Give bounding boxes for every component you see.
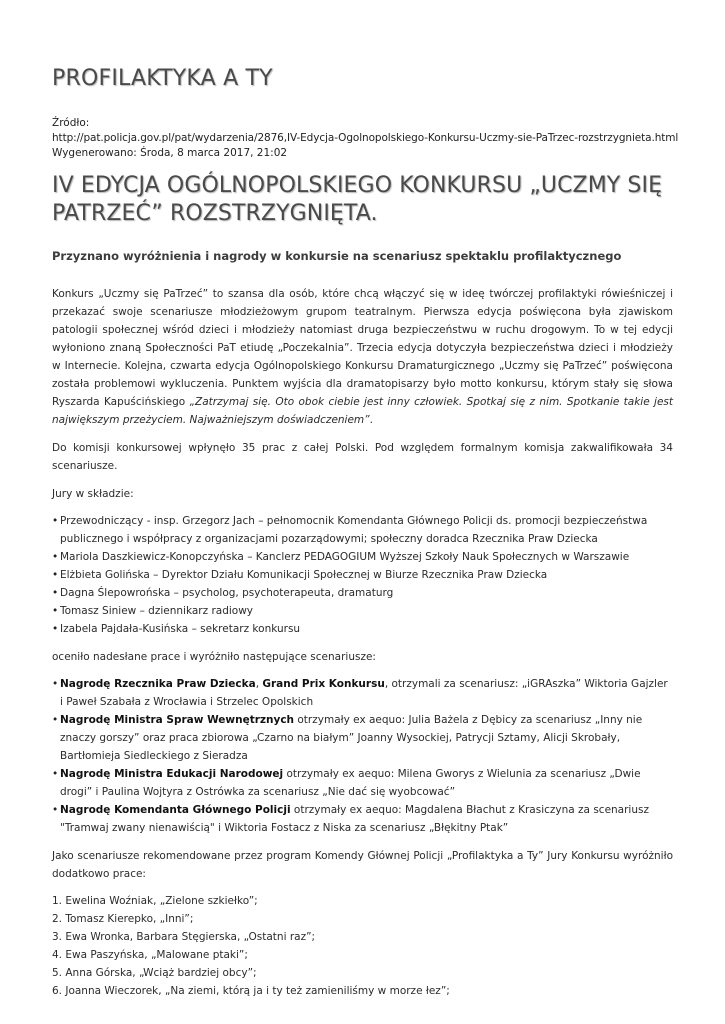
award-name: Grand Prix Konkursu: [262, 678, 385, 690]
award-name: Nagrodę Ministra Edukacji Narodowej: [60, 768, 284, 780]
list-item: • Przewodniczący - insp. Grzegorz Jach – pełnomocnik Komendanta Głównego Policji ds. promocji bezpieczeństwa publicznego i współpracy z organizacjami pozarządowymi; społeczny doradca Rzecznika Praw Dziecka: [52, 512, 673, 548]
source-meta: [52, 116, 679, 161]
submissions-paragraph: Do komisji konkursowej wpłynęło 35 prac z całej Polski. Pod względem formalnym komisja zakwalifikowała 34 scenariusze.: [52, 442, 673, 472]
awards-list: [52, 675, 673, 837]
kapuscinski-quote: „Zatrzymaj się. Oto obok ciebie jest inny człowiek. Spotkaj się z nim. Spotkanie takie jest największym przeżyciem. Najważniejszym doświadczeniem”: [52, 396, 674, 426]
list-item: 4. Ewa Paszyńska, „Malowane ptaki”;: [52, 949, 248, 961]
award-name: Nagrodę Ministra Spraw Wewnętrznych: [60, 714, 295, 726]
list-item: [52, 675, 673, 711]
award-text: otrzymały ex aequo: Magdalena Błachut z Krasiczyna za scenariusz "Tramwaj zwany nienawiścią" i Wiktoria Fostacz z Niska za scenariusz „Błękitny Ptak”: [60, 804, 649, 834]
intro-paragraph: [52, 285, 673, 429]
article-lead: Przyznano wyróżnienia i nagrody w konkursie na scenariusz spektaklu profilaktycznego: [52, 249, 622, 263]
site-title: PROFILAKTYKA A TY: [52, 66, 273, 91]
jury-list: [52, 512, 673, 638]
recommended-list: [52, 892, 673, 1000]
list-item: • Elżbieta Golińska – Dyrektor Działu Komunikacji Społecznej w Biurze Rzecznika Praw Dziecka: [52, 566, 673, 584]
list-item: 6. Joanna Wieczorek, „Na ziemi, którą ja i ty też zamieniliśmy w morze łez”;: [52, 985, 450, 997]
list-item: • Dagna Ślepowrońska – psycholog, psychoterapeuta, dramaturg: [52, 584, 673, 602]
list-item: 3. Ewa Wronka, Barbara Stęgierska, „Ostatni raz”;: [52, 931, 316, 943]
source-url[interactable]: http://pat.policja.gov.pl/pat/wydarzenia/2876,IV-Edycja-Ogolnopolskiego-Konkursu-Uczmy-sie-PaTrzec-rozstrzygnieta.html: [52, 132, 679, 144]
award-text: otrzymały ex aequo: Milena Gworys z Wielunia za scenariusz „Dwie drogi” i Paulina Wojtyra z Ostrówka za scenariusz „Nie dać się wyobcować”: [60, 768, 641, 798]
awards-intro: oceniło nadesłane prace i wyróżniło następujące scenariusze:: [52, 651, 376, 663]
recommended-intro: Jako scenariusze rekomendowane przez program Komendy Głównej Policji „Profilaktyka a Ty” Jury Konkursu wyróżniło dodatkowo prace:: [52, 850, 673, 880]
award-text: otrzymały ex aequo: Julia Bażela z Dębicy za scenariusz „Inny nie znaczy gorszy” oraz praca zbiorowa „Czarno na białym” Joanny Wysockiej, Patrycji Sztamy, Alicji Skrobały, Bartłomieja Siedleckiego z Sieradza: [60, 714, 643, 762]
list-item: [52, 801, 673, 837]
list-item: • Izabela Pajdała-Kusińska – sekretarz konkursu: [52, 620, 673, 638]
award-name: Nagrodę Rzecznika Praw Dziecka: [60, 678, 256, 690]
list-item: 5. Anna Górska, „Wciąż bardziej obcy”;: [52, 967, 257, 979]
intro-text: Konkurs „Uczmy się PaTrzeć” to szansa dla osób, które chcą włączyć się w ideę twórczej profilaktyki rówieśniczej i przekazać swoje scenariusze młodzieżowym grupom teatralnym. Pierwsza edycja poświęcona była zjawiskom patologii społecznej wśród dzieci i młodzieży natomiast druga bezpieczeństwu w ruchu drogowym. To w tej edycji wyłoniono znaną Społeczności PaT etiudę „Poczekalnia”. Trzecia edycja dotyczyła bezpieczeństwa dzieci i młodzieży w Internecie. Kolejna, czwarta edycja Ogólnopolskiego Konkursu Dramaturgicznego „Uczmy się PaTrzeć” poświęcona została problemowi wykluczenia. Punktem wyjścia dla dramatopisarzy było motto konkursu, którym stały się słowa Ryszarda Kapuścińskiego: [52, 288, 673, 408]
list-item: • Mariola Daszkiewicz-Konopczyńska – Kanclerz PEDAGOGIUM Wyższej Szkoły Nauk Społecznych w Warszawie: [52, 548, 673, 566]
list-item: • Tomasz Siniew – dziennikarz radiowy: [52, 602, 673, 620]
list-item: [52, 765, 673, 801]
source-label: Źródło:: [52, 117, 90, 129]
generated-date: Wygenerowano: Środa, 8 marca 2017, 21:02: [52, 147, 288, 159]
list-item: 1. Ewelina Woźniak, „Zielone szkiełko”;: [52, 895, 258, 907]
intro-end: .: [369, 414, 373, 426]
award-name: Nagrodę Komendanta Głównego Policji: [60, 804, 291, 816]
list-item: 2. Tomasz Kierepko, „Inni”;: [52, 913, 194, 925]
jury-intro: Jury w składzie:: [52, 488, 134, 500]
award-text: , otrzymali za scenariusz: „iGRAszka” Wiktoria Gajzler i Paweł Szabała z Wrocławia i Strzelec Opolskich: [60, 678, 668, 708]
article-title: IV EDYCJA OGÓLNOPOLSKIEGO KONKURSU „UCZMY SIĘ PATRZEĆ” ROZSTRZYGNIĘTA.: [52, 173, 663, 226]
list-item: [52, 711, 673, 765]
award-separator: ,: [255, 678, 263, 690]
